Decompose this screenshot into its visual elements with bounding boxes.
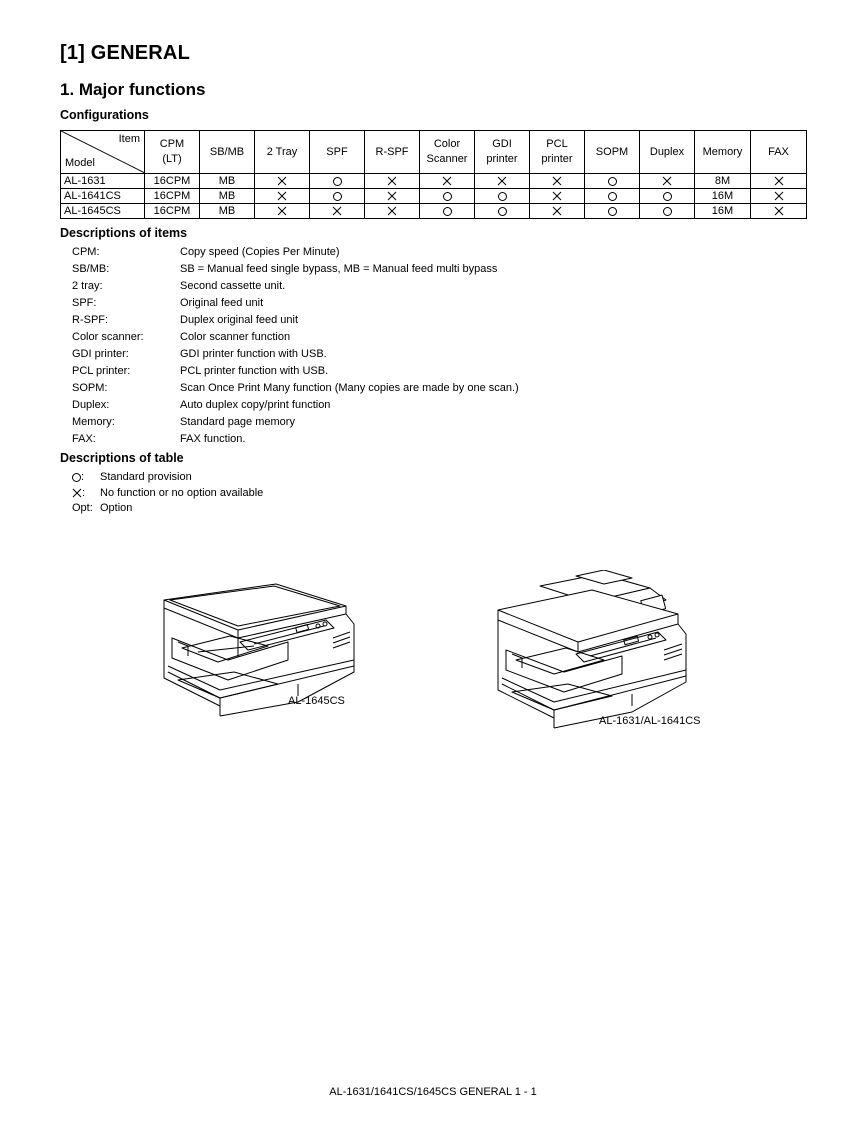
page-title: [1] GENERAL	[60, 42, 190, 64]
table-cell	[530, 189, 585, 204]
cross-icon	[387, 206, 397, 216]
table-cell	[751, 174, 807, 189]
column-header	[475, 131, 530, 174]
table-cell	[585, 204, 640, 219]
cross-icon	[387, 191, 397, 201]
page-footer: AL-1631/1641CS/1645CS GENERAL 1 - 1	[329, 1086, 537, 1098]
circle-icon	[443, 192, 452, 201]
corner-item-label: Item	[118, 133, 140, 145]
circle-icon	[498, 192, 507, 201]
list-item	[72, 330, 519, 347]
configurations-heading: Configurations	[60, 108, 149, 122]
table-cell: 16CPM	[145, 189, 200, 204]
item-term: GDI printer:	[72, 348, 129, 360]
model-cell: AL-1645CS	[61, 204, 145, 219]
table-cell	[365, 204, 420, 219]
list-item	[72, 279, 519, 296]
item-description: Second cassette unit.	[180, 280, 286, 292]
list-item	[72, 381, 519, 398]
column-header	[585, 131, 640, 174]
item-description: SB = Manual feed single bypass, MB = Manual feed multi bypass	[180, 263, 498, 275]
table-cell	[365, 174, 420, 189]
item-term: SOPM:	[72, 382, 108, 394]
column-header-text: R-SPF	[375, 145, 409, 158]
column-header-text: Color	[433, 138, 461, 150]
column-header	[695, 131, 751, 174]
cross-icon	[497, 176, 507, 186]
column-header-text: printer	[486, 153, 518, 165]
table-cell: 8M	[695, 174, 751, 189]
column-header	[420, 131, 475, 174]
list-item	[72, 398, 519, 415]
legend-colon: :	[81, 471, 85, 483]
circle-icon	[663, 207, 672, 216]
section-title: 1. Major functions	[60, 80, 206, 99]
column-header-text: SOPM	[595, 145, 629, 158]
column-header-text: Duplex	[649, 145, 685, 158]
descriptions-of-table-list	[72, 470, 263, 517]
column-header	[310, 131, 365, 174]
table-cell	[475, 189, 530, 204]
table-cell	[420, 189, 475, 204]
table-cell: MB	[200, 204, 255, 219]
legend-symbol	[72, 470, 100, 484]
circle-icon	[663, 192, 672, 201]
table-cell	[530, 204, 585, 219]
list-item	[72, 364, 519, 381]
cross-icon	[332, 206, 342, 216]
cross-icon	[552, 191, 562, 201]
table-cell	[585, 189, 640, 204]
circle-icon	[72, 473, 81, 482]
legend-colon: :	[82, 486, 86, 499]
column-header-text: GDI	[492, 138, 512, 150]
table-cell: 16CPM	[145, 174, 200, 189]
circle-icon	[608, 192, 617, 201]
table-corner-cell	[61, 131, 145, 174]
item-term: SPF:	[72, 297, 97, 309]
column-header	[255, 131, 310, 174]
corner-model-label: Model	[65, 157, 95, 169]
item-term: Memory:	[72, 416, 115, 428]
model-cell: AL-1641CS	[61, 189, 145, 204]
list-item	[72, 296, 519, 313]
table-cell	[475, 204, 530, 219]
cross-icon	[277, 176, 287, 186]
cross-icon	[774, 206, 784, 216]
copier-with-spf-illustration	[492, 570, 690, 732]
figure-caption: AL-1645CS	[288, 695, 345, 707]
list-item	[72, 245, 519, 262]
column-header-text: FAX	[768, 145, 789, 158]
column-header-text: Scanner	[426, 153, 468, 165]
legend-item	[72, 501, 263, 517]
table-cell: MB	[200, 174, 255, 189]
table-cell: 16M	[695, 204, 751, 219]
table-cell	[255, 204, 310, 219]
cross-icon	[662, 176, 672, 186]
table-row	[61, 174, 807, 189]
cross-icon	[774, 176, 784, 186]
table-cell	[420, 174, 475, 189]
cross-icon	[277, 206, 287, 216]
table-cell	[420, 204, 475, 219]
legend-symbol	[72, 486, 100, 500]
table-cell	[255, 174, 310, 189]
column-header	[365, 131, 420, 174]
column-header	[145, 131, 200, 174]
cross-icon	[552, 206, 562, 216]
item-description: Color scanner function	[180, 331, 291, 343]
legend-description: Option	[100, 502, 133, 514]
item-description: Standard page memory	[180, 416, 295, 428]
item-description: GDI printer function with USB.	[180, 348, 327, 360]
table-cell: 16CPM	[145, 204, 200, 219]
column-header-text: SB/MB	[209, 145, 245, 158]
table-cell	[585, 174, 640, 189]
cross-icon	[277, 191, 287, 201]
legend-description: No function or no option available	[100, 486, 264, 499]
list-item	[72, 432, 519, 449]
table-cell	[365, 189, 420, 204]
list-item	[72, 347, 519, 364]
cross-icon	[442, 176, 452, 186]
table-cell	[640, 189, 695, 204]
table-row	[61, 204, 807, 219]
item-term: 2 tray:	[72, 280, 103, 292]
table-cell	[530, 174, 585, 189]
legend-item	[72, 470, 263, 486]
cross-icon	[774, 191, 784, 201]
column-header-text: 2 Tray	[266, 145, 298, 158]
descriptions-of-items-list	[72, 245, 519, 449]
column-header-text: (LT)	[162, 153, 182, 165]
circle-icon	[498, 207, 507, 216]
table-cell	[640, 204, 695, 219]
circle-icon	[608, 207, 617, 216]
item-description: FAX function.	[180, 433, 246, 445]
item-description: PCL printer function with USB.	[180, 365, 329, 377]
legend-description: Standard provision	[100, 471, 192, 483]
item-term: PCL printer:	[72, 365, 131, 377]
circle-icon	[608, 177, 617, 186]
column-header	[530, 131, 585, 174]
item-term: SB/MB:	[72, 263, 110, 275]
circle-icon	[333, 192, 342, 201]
configurations-table	[60, 130, 807, 219]
table-cell: 16M	[695, 189, 751, 204]
item-description: Auto duplex copy/print function	[180, 399, 331, 411]
descriptions-of-items-heading: Descriptions of items	[60, 226, 188, 240]
column-header-text: Memory	[702, 145, 743, 158]
cross-icon	[552, 176, 562, 186]
table-cell	[255, 189, 310, 204]
model-cell: AL-1631	[61, 174, 145, 189]
item-term: Duplex:	[72, 399, 110, 411]
circle-icon	[333, 177, 342, 186]
descriptions-of-table-heading: Descriptions of table	[60, 451, 184, 465]
figure-caption: AL-1631/AL-1641CS	[599, 715, 701, 727]
table-cell	[310, 174, 365, 189]
list-item	[72, 262, 519, 279]
table-cell: MB	[200, 189, 255, 204]
table-cell	[310, 189, 365, 204]
item-term: Color scanner:	[72, 331, 144, 343]
table-cell	[475, 174, 530, 189]
legend-symbol: Opt:	[72, 502, 93, 514]
table-row	[61, 189, 807, 204]
item-description: Copy speed (Copies Per Minute)	[180, 246, 340, 258]
list-item	[72, 415, 519, 432]
list-item	[72, 313, 519, 330]
item-description: Duplex original feed unit	[180, 314, 299, 326]
column-header-text: PCL	[546, 138, 568, 150]
column-header-text: CPM	[159, 138, 185, 150]
item-description: Original feed unit	[180, 297, 264, 309]
item-description: Scan Once Print Many function (Many copies are made by one scan.)	[180, 382, 519, 394]
column-header	[640, 131, 695, 174]
item-term: R-SPF:	[72, 314, 109, 326]
item-term: CPM:	[72, 246, 100, 258]
column-header-text: SPF	[326, 145, 348, 158]
column-header	[200, 131, 255, 174]
item-term: FAX:	[72, 433, 96, 445]
table-cell	[640, 174, 695, 189]
legend-item	[72, 486, 263, 502]
table-cell	[310, 204, 365, 219]
circle-icon	[443, 207, 452, 216]
column-header-text: printer	[541, 153, 573, 165]
table-cell	[751, 204, 807, 219]
cross-icon	[72, 488, 82, 498]
table-cell	[751, 189, 807, 204]
column-header	[751, 131, 807, 174]
cross-icon	[387, 176, 397, 186]
